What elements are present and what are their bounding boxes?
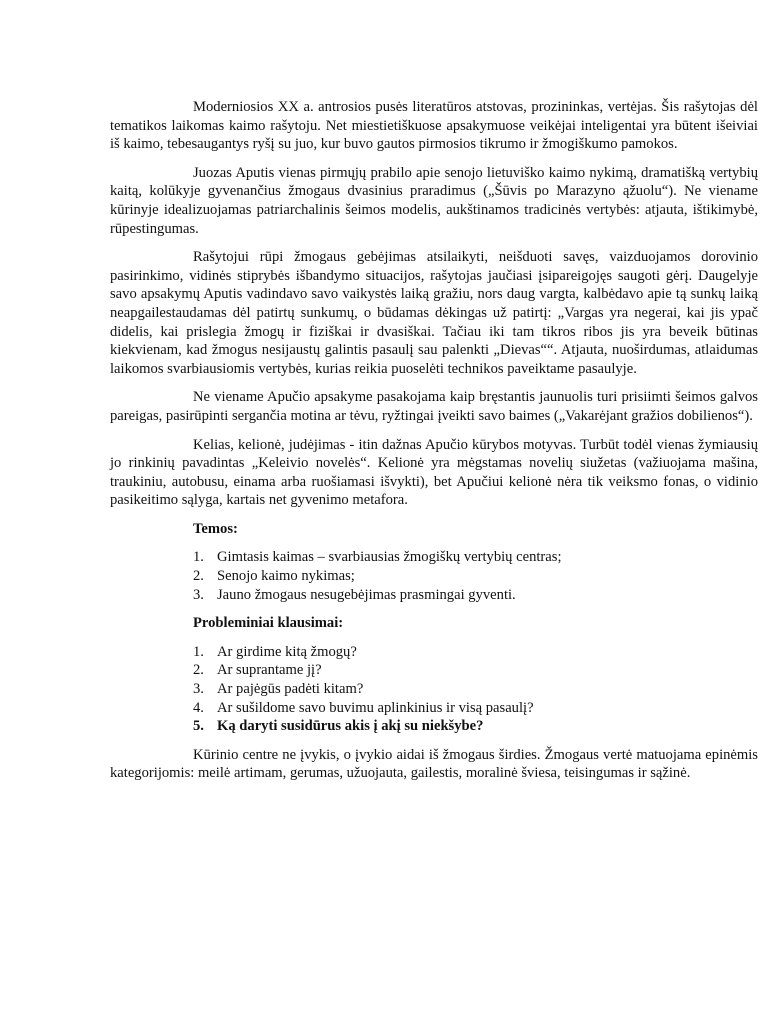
paragraph-young-man: Ne viename Apučio apsakyme pasakojama kaip bręstantis jaunuolis turi prisiimti šeimos galvos pareigas, pasirūpinti sergančia motina ar tėvu, ryžtingai įveikti savo baimes („Vakarėjant gražios dobilienos“). xyxy=(110,389,758,424)
list-item xyxy=(193,586,758,605)
paragraph-closing: Kūrinio centre ne įvykis, o įvykio aidai iš žmogaus širdies. Žmogaus vertė matuojama epinėmis kategorijomis: meilė artimam, gerumas, užuojauta, gailestis, moralinė šviesa, teisingumas ir sąžinė. xyxy=(110,746,758,782)
list-item xyxy=(193,643,758,662)
list-text: Jauno žmogaus nesugebėjimas prasmingai gyventi. xyxy=(217,586,516,603)
list-number: 5. xyxy=(193,718,204,735)
list-text: Ar pajėgūs padėti kitam? xyxy=(217,681,364,698)
list-number: 4. xyxy=(193,699,204,716)
list-item xyxy=(193,661,758,680)
list-item xyxy=(193,567,758,586)
paragraph-moral-strength: Rašytojui rūpi žmogaus gebėjimas atsilaikyti, neišduoti savęs, vaizduojamos dorovinio pasirinkimo, vidinės stiprybės išbandymo situacijos, rašytojas jaučiasi įsipareigojęs saugoti gėrį. Daugelyje savo apsakymų Aputis vadindavo savo vaikystės laiką gražiu, nors daug vargta, kalbėdavo apie tą sunkų laiką neapgailestaudamas dėl patirtų sunkumų, o būdamas dėkingas už patirtį: „Vargas yra negerai, kai jis ypač didelis, kai prislegia žmogų ir fiziškai ir dvasiškai. Tačiau iki tam tikros ribos jis yra beveik būtinas kiekvienam, kad žmogus nesijaustų galintis pasaulį sau palenkti „Dievas““. Atjauta, nuoširdumas, atlaidumas laikomos svarbiausiomis vertybės, kurias reikia puoselėti technikos paveiktame pasaulyje. xyxy=(110,249,758,377)
document-page xyxy=(110,98,758,793)
list-text: Senojo kaimo nykimas; xyxy=(217,568,355,585)
list-number: 2. xyxy=(193,568,204,585)
list-item xyxy=(193,699,758,718)
paragraph-intro: Moderniosios XX a. antrosios pusės literatūros atstovas, prozininkas, vertėjas. Šis rašytojas dėl tematikos laikomas kaimo rašytoju. Net miestietiškuose apsakymuose veikėjai inteligentai yra būtent išeiviai iš kaimo, tebesaugantys ryšį su juo, kur buvo gautos pirmosios tikrumo ir žmogiškumo pamokos. xyxy=(110,99,758,153)
list-text: Ar girdime kitą žmogų? xyxy=(217,643,357,660)
paragraph-journey-motif: Kelias, kelionė, judėjimas - itin dažnas Apučio kūrybos motyvas. Turbūt todėl vienas žymiausių jo rinkinių pavadintas „Keleivio novelės“. Kelionė yra mėgstamas novelių siužetas (važiuojama mašina, traukiniu, autobusu, einama arba ruošiamasi išvykti), bet Apučiui kelionė nėra tik veiksmo fonas, o vidinio pasikeitimo sąlyga, kartais net gyvenimo metafora. xyxy=(110,436,758,509)
list-text: Ar sušildome savo buvimu aplinkinius ir visą pasaulį? xyxy=(217,699,534,716)
list-number: 3. xyxy=(193,586,204,603)
list-number: 3. xyxy=(193,681,204,698)
list-text: Gimtasis kaimas – svarbiausias žmogiškų vertybių centras; xyxy=(217,549,562,566)
list-item xyxy=(193,717,758,736)
list-item xyxy=(193,680,758,699)
list-text: Ar suprantame jį? xyxy=(217,662,322,679)
questions-heading: Probleminiai klausimai: xyxy=(193,615,344,632)
questions-list xyxy=(110,643,758,736)
themes-list xyxy=(110,548,758,604)
list-number: 2. xyxy=(193,662,204,679)
list-number: 1. xyxy=(193,643,204,660)
paragraph-village-decline: Juozas Aputis vienas pirmųjų prabilo apie senojo lietuviško kaimo nykimą, dramatišką vertybių kaitą, kolūkyje gyvenančius žmogaus dvasinius praradimus („Šūvis po Marazyno ąžuolu“). Ne viename kūrinyje idealizuojamas patriarchalinis šeimos modelis, aukštinamos tradicinės vertybės: atjauta, ištikimybė, rūpestingumas. xyxy=(110,164,758,237)
themes-heading: Temos: xyxy=(193,520,238,537)
list-item xyxy=(193,548,758,567)
list-number: 1. xyxy=(193,549,204,566)
list-text: Ką daryti susidūrus akis į akį su niekšybe? xyxy=(217,718,484,735)
